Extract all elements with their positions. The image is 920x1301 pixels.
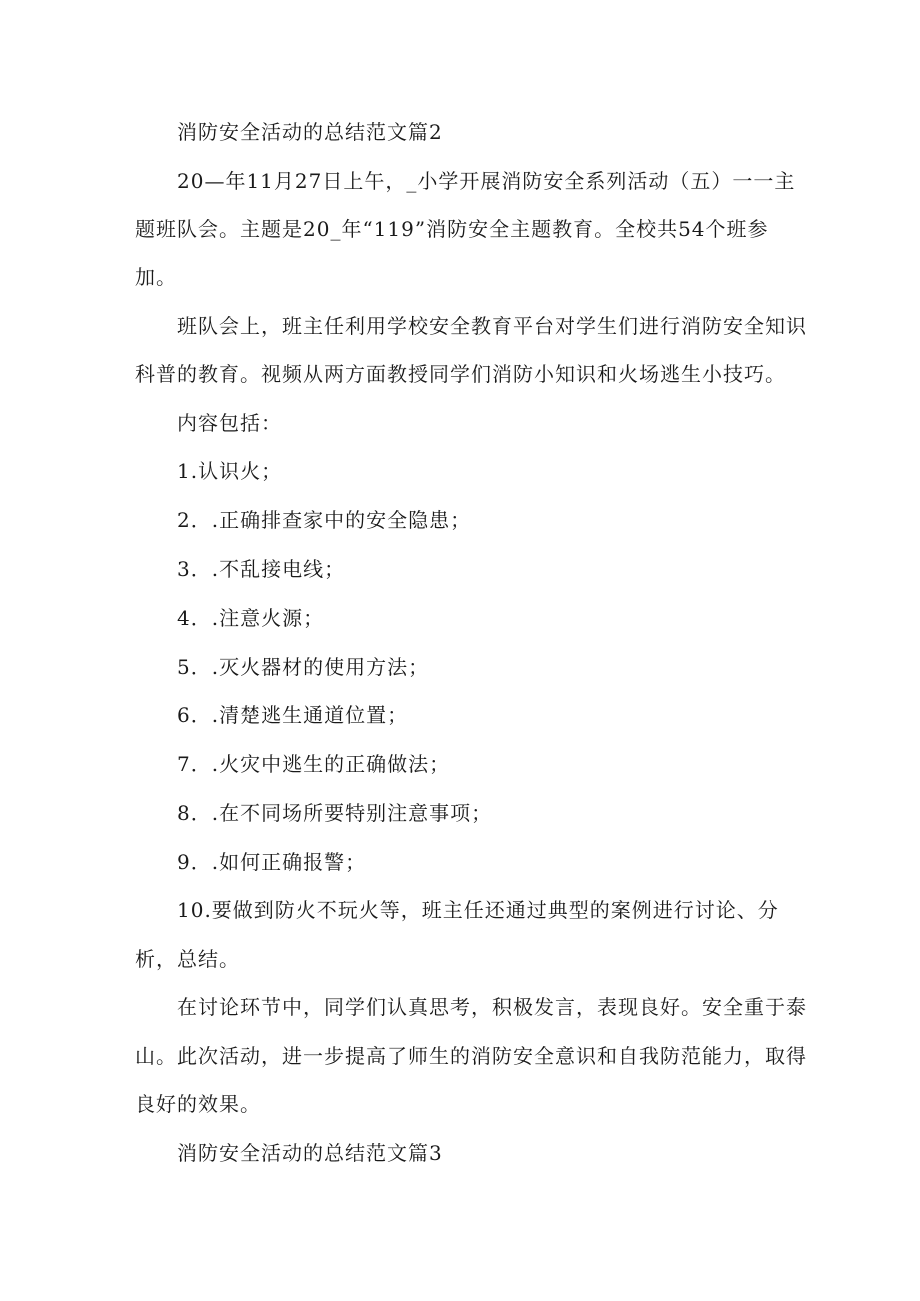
- paragraph-3-line-3: 良好的效果。: [135, 1092, 261, 1116]
- list-item-9: 9．.如何正确报警；: [177, 850, 367, 874]
- list-item-10-line-1: 10.要做到防火不玩火等，班主任还通过典型的案例进行讨论、分: [177, 898, 779, 922]
- content-intro: 内容包括：: [177, 411, 282, 435]
- section-heading-2: 消防安全活动的总结范文篇2: [177, 120, 443, 144]
- list-item-6: 6．.清楚逃生通道位置；: [177, 703, 409, 727]
- paragraph-2-line-2: 科普的教育。视频从两方面教授同学们消防小知识和火场逃生小技巧。: [135, 362, 786, 386]
- list-item-4: 4．.注意火源；: [177, 606, 325, 630]
- list-item-1: 1.认识火；: [177, 459, 283, 483]
- list-item-10-line-2: 析，总结。: [135, 947, 240, 971]
- paragraph-3-line-1: 在讨论环节中，同学们认真思考，积极发言，表现良好。安全重于泰: [177, 995, 807, 1019]
- section-heading-3: 消防安全活动的总结范文篇3: [177, 1141, 443, 1165]
- list-item-8: 8．.在不同场所要特别注意事项；: [177, 801, 493, 825]
- paragraph-1-line-1: 20—年11月27日上午，_小学开展消防安全系列活动（五）一一主: [177, 169, 796, 193]
- list-item-3: 3．.不乱接电线；: [177, 557, 346, 581]
- list-item-2: 2．.正确排查家中的安全隐患；: [177, 508, 472, 532]
- list-item-5: 5．.灭火器材的使用方法；: [177, 655, 430, 679]
- paragraph-3-line-2: 山。此次活动，进一步提高了师生的消防安全意识和自我防范能力，取得: [135, 1044, 807, 1068]
- list-item-7: 7．.火灾中逃生的正确做法；: [177, 752, 451, 776]
- paragraph-1-line-3: 加。: [135, 265, 177, 289]
- paragraph-2-line-1: 班队会上，班主任利用学校安全教育平台对学生们进行消防安全知识: [177, 314, 807, 338]
- paragraph-1-line-2: 题班队会。主题是20_年“119”消防安全主题教育。全校共54个班参: [135, 217, 769, 241]
